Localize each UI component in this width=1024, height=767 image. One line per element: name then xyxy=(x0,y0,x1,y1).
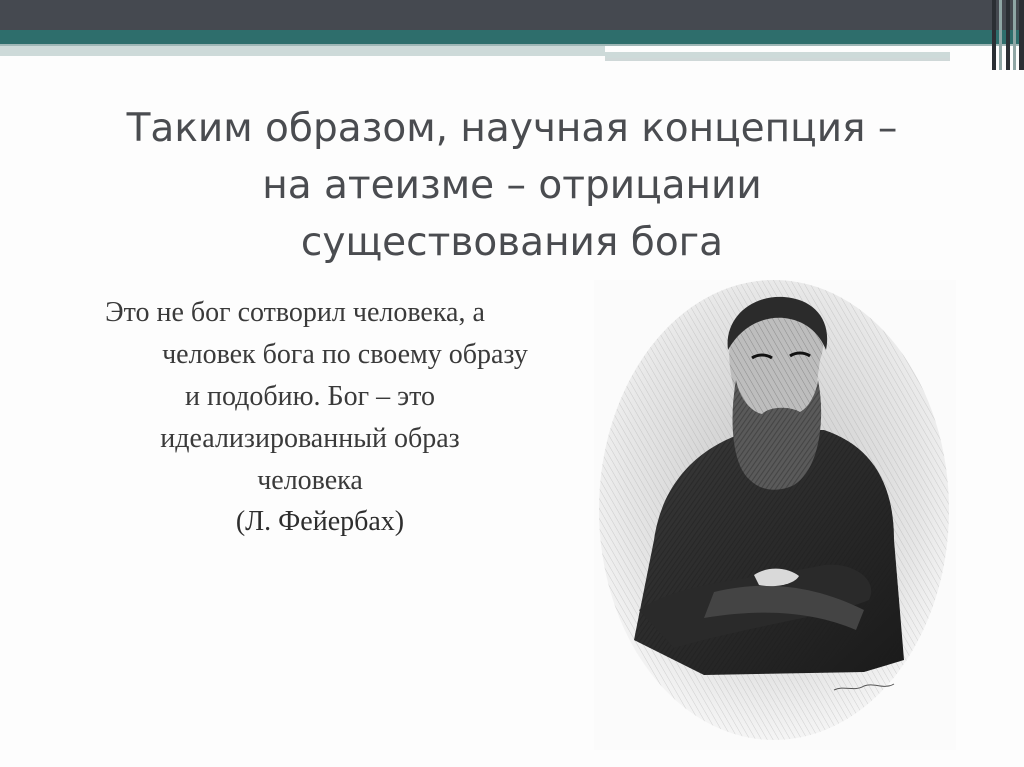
header-vertical-stripe xyxy=(1013,0,1016,70)
header-bar-dark xyxy=(0,0,1024,30)
slide-title xyxy=(40,100,984,271)
title-line: на атеизме – отрицании xyxy=(262,163,762,208)
header-vertical-stripe xyxy=(1019,0,1024,70)
quote-line: человека xyxy=(257,465,363,496)
header-vertical-stripe xyxy=(999,0,1002,70)
quote-author: (Л. Фейербах) xyxy=(235,506,405,537)
quote-line: Это не бог сотворил человека, а xyxy=(105,297,485,328)
header-thin-line xyxy=(605,58,950,61)
title-line: существования бога xyxy=(300,220,724,265)
header-vertical-stripe xyxy=(992,0,996,70)
quote-line: и подобию. Бог – это xyxy=(184,381,435,412)
quote-block xyxy=(40,292,580,502)
header-vertical-stripe xyxy=(1006,0,1010,70)
quote-line: идеализированный образ xyxy=(160,423,460,454)
quote-line: человек бога по своему образу xyxy=(162,339,528,370)
title-line: Таким образом, научная концепция – xyxy=(126,106,898,151)
header-bar-teal xyxy=(0,30,1024,44)
portrait-engraving-icon xyxy=(594,280,956,750)
header-step-left xyxy=(0,46,605,56)
